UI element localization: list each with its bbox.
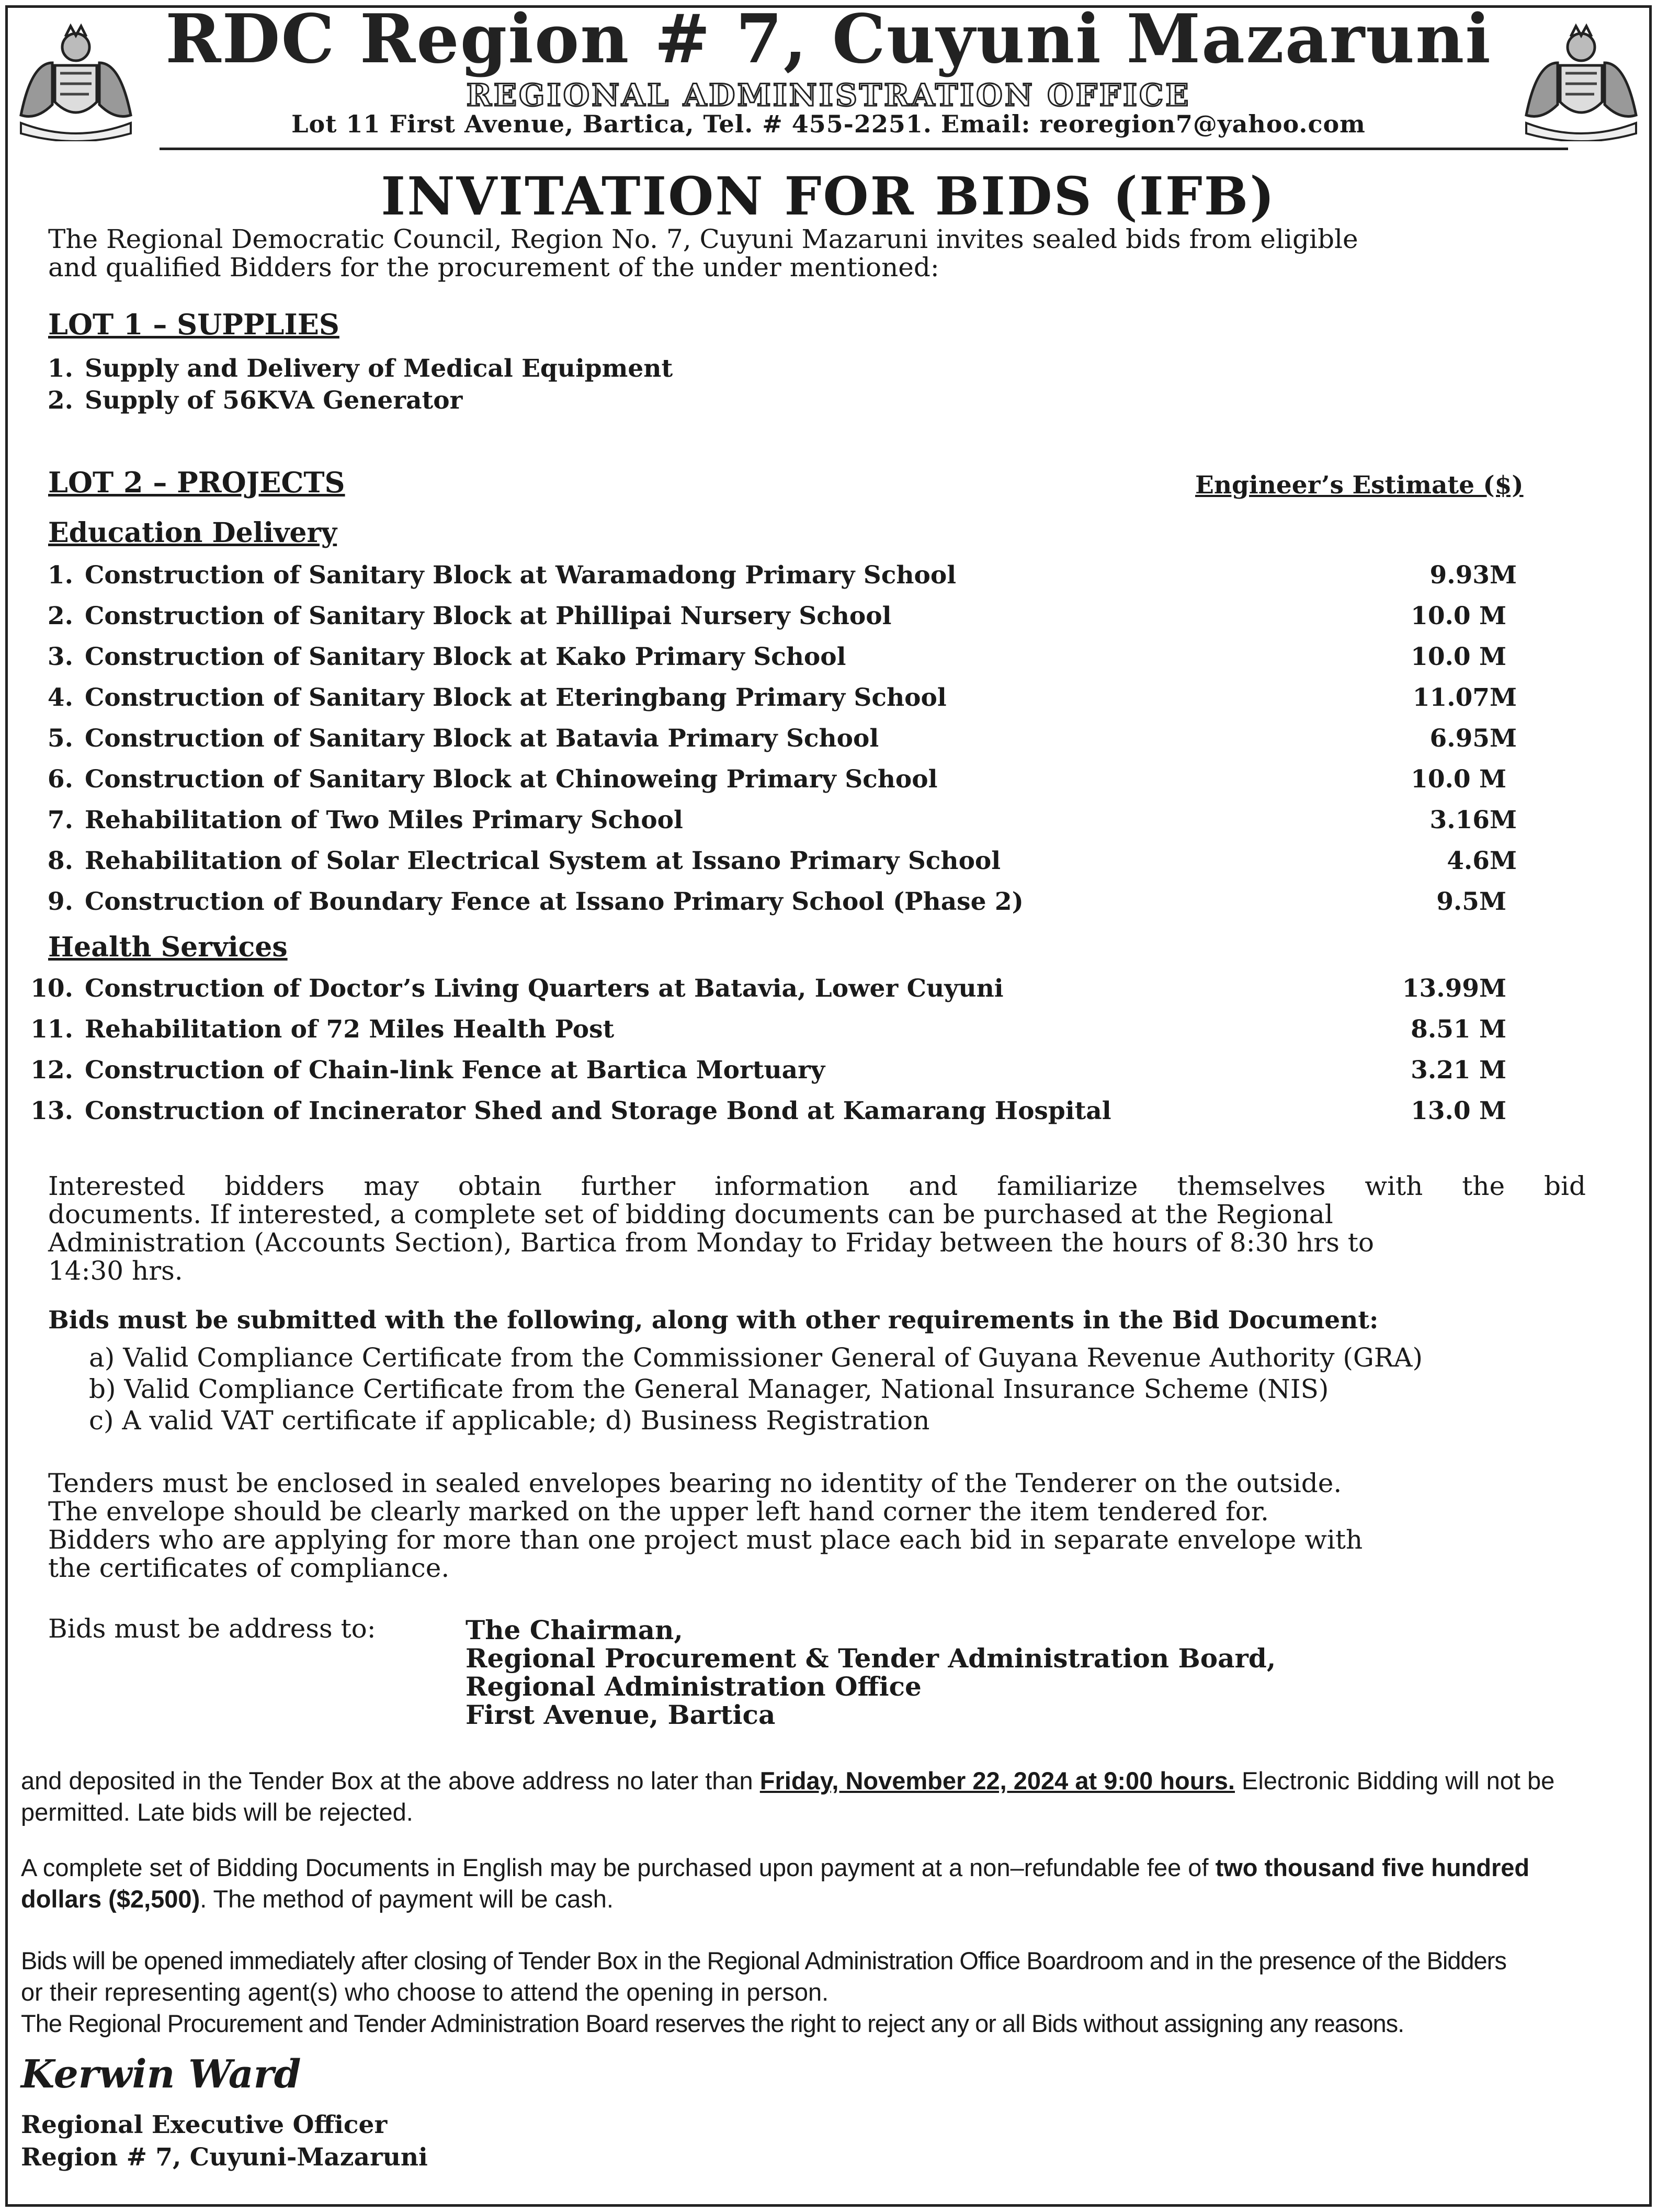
requirement-b: b) Valid Compliance Certificate from the General Manager, National Insurance Scheme (NIS) <box>89 1374 1329 1404</box>
requirement-c-d: c) A valid VAT certificate if applicable; d) Business Registration <box>89 1405 930 1436</box>
header-divider <box>160 148 1568 150</box>
intro-line-1: The Regional Democratic Council, Region No. 7, Cuyuni Mazaruni invites sealed bids from eligible <box>48 224 1358 254</box>
info-paragraph <box>48 1172 1586 1285</box>
table-row: 10. Construction of Doctor’s Living Quarters at Batavia, Lower Cuyuni <box>30 974 1004 1003</box>
estimate-value: 3.16M <box>1429 806 1517 834</box>
health-heading: Health Services <box>48 931 288 963</box>
officer-region: Region # 7, Cuyuni-Mazaruni <box>21 2143 428 2172</box>
officer-title: Regional Executive Officer <box>21 2111 388 2139</box>
tender-line-1: Tenders must be enclosed in sealed envelopes bearing no identity of the Tenderer on the outside. <box>48 1468 1342 1498</box>
table-row: 9. Construction of Boundary Fence at Issano Primary School (Phase 2) <box>47 887 1024 916</box>
education-heading: Education Delivery <box>48 517 337 549</box>
table-row: 8. Rehabilitation of Solar Electrical System at Issano Primary School <box>47 847 1001 875</box>
estimate-value: 13.99M <box>1402 974 1506 1003</box>
signature: Kerwin Ward <box>21 2052 301 2097</box>
estimate-value: 13.0 M <box>1411 1097 1506 1125</box>
address-line-4: First Avenue, Bartica <box>466 1699 776 1730</box>
table-row: 2. Construction of Sanitary Block at Phillipai Nursery School <box>47 602 892 630</box>
masthead-subtitle: REGIONAL ADMINISTRATION OFFICE <box>466 77 1191 113</box>
table-row: 11. Rehabilitation of 72 Miles Health Post <box>30 1015 615 1044</box>
address-label: Bids must be address to: <box>48 1613 376 1644</box>
estimate-value: 8.51 M <box>1411 1015 1506 1044</box>
opening-line-1: Bids will be opened immediately after closing of Tender Box in the Regional Administration Office Boardroom and in the presence of the Bidders <box>21 1947 1506 1974</box>
fee-line-2: dollars ($2,500). The method of payment will be cash. <box>21 1885 614 1913</box>
tender-line-3: Bidders who are applying for more than one project must place each bid in separate envelope with <box>48 1525 1363 1555</box>
requirements-heading: Bids must be submitted with the following, along with other requirements in the Bid Document: <box>48 1306 1379 1335</box>
requirement-a: a) Valid Compliance Certificate from the Commissioner General of Guyana Revenue Authority (GRA) <box>89 1342 1423 1373</box>
info-line-3: Administration (Accounts Section), Bartica from Monday to Friday between the hours of 8:30 hrs to <box>48 1227 1374 1258</box>
address-line-1: The Chairman, <box>466 1615 683 1645</box>
reserve-rights-line: The Regional Procurement and Tender Administration Board reserves the right to reject any or all Bids without assigning any reasons. <box>21 2010 1404 2037</box>
deadline-date: Friday, November 22, 2024 at 9:00 hours. <box>759 1767 1235 1795</box>
tender-line-4: the certificates of compliance. <box>48 1553 450 1583</box>
table-row: 7. Rehabilitation of Two Miles Primary School <box>47 806 683 834</box>
table-row: 4. Construction of Sanitary Block at Eteringbang Primary School <box>47 683 947 712</box>
masthead-address: Lot 11 First Avenue, Bartica, Tel. # 455-2251. Email: reoregion7@yahoo.com <box>291 110 1366 138</box>
estimate-value: 3.21 M <box>1411 1056 1506 1085</box>
estimate-value: 4.6M <box>1447 847 1517 875</box>
address-line-2: Regional Procurement & Tender Administration Board, <box>466 1643 1276 1674</box>
estimate-value: 9.93M <box>1429 561 1517 590</box>
lot2-heading: LOT 2 – PROJECTS <box>48 466 345 499</box>
deposit-line-1: and deposited in the Tender Box at the above address no later than Friday, November 22, 2024 at 9:00 hours. Electronic Bidding will not be <box>21 1767 1555 1795</box>
list-item: 1. Supply and Delivery of Medical Equipment <box>47 354 673 383</box>
info-line-1: Interested bidders may obtain further information and familiarize themselves with the bid <box>48 1171 1586 1201</box>
table-row: 1. Construction of Sanitary Block at Waramadong Primary School <box>47 561 957 590</box>
estimate-value: 10.0 M <box>1411 765 1506 794</box>
estimate-value: 10.0 M <box>1411 642 1506 671</box>
table-row: 3. Construction of Sanitary Block at Kako Primary School <box>47 642 846 671</box>
table-row: 6. Construction of Sanitary Block at Chinoweing Primary School <box>47 765 938 794</box>
masthead-title: RDC Region # 7, Cuyuni Mazaruni <box>165 0 1492 78</box>
lot1-heading: LOT 1 – SUPPLIES <box>48 308 339 341</box>
estimate-value: 11.07M <box>1412 683 1517 712</box>
estimate-value: 10.0 M <box>1411 602 1506 630</box>
intro-line-2: and qualified Bidders for the procurement of the under mentioned: <box>48 252 939 283</box>
list-item: 2. Supply of 56KVA Generator <box>47 386 463 415</box>
deposit-line-2: permitted. Late bids will be rejected. <box>21 1798 413 1826</box>
info-line-2: documents. If interested, a complete set of bidding documents can be purchased at the Regional <box>48 1199 1333 1229</box>
opening-line-2: or their representing agent(s) who choose to attend the opening in person. <box>21 1978 829 2006</box>
table-row: 5. Construction of Sanitary Block at Batavia Primary School <box>47 724 879 753</box>
estimate-value: 9.5M <box>1436 887 1506 916</box>
info-line-4: 14:30 hrs. <box>48 1256 183 1286</box>
estimate-value: 6.95M <box>1429 724 1517 753</box>
table-row: 13. Construction of Incinerator Shed and Storage Bond at Kamarang Hospital <box>30 1097 1111 1125</box>
page-title: INVITATION FOR BIDS (IFB) <box>381 165 1276 227</box>
estimate-column-header: Engineer’s Estimate ($) <box>1195 471 1524 500</box>
address-line-3: Regional Administration Office <box>466 1671 922 1702</box>
fee-line-1: A complete set of Bidding Documents in English may be purchased upon payment at a non–refundable fee of two thousand five hundred <box>21 1854 1530 1881</box>
tender-line-2: The envelope should be clearly marked on the upper left hand corner the item tendered for. <box>48 1496 1269 1527</box>
table-row: 12. Construction of Chain-link Fence at Bartica Mortuary <box>30 1056 825 1085</box>
